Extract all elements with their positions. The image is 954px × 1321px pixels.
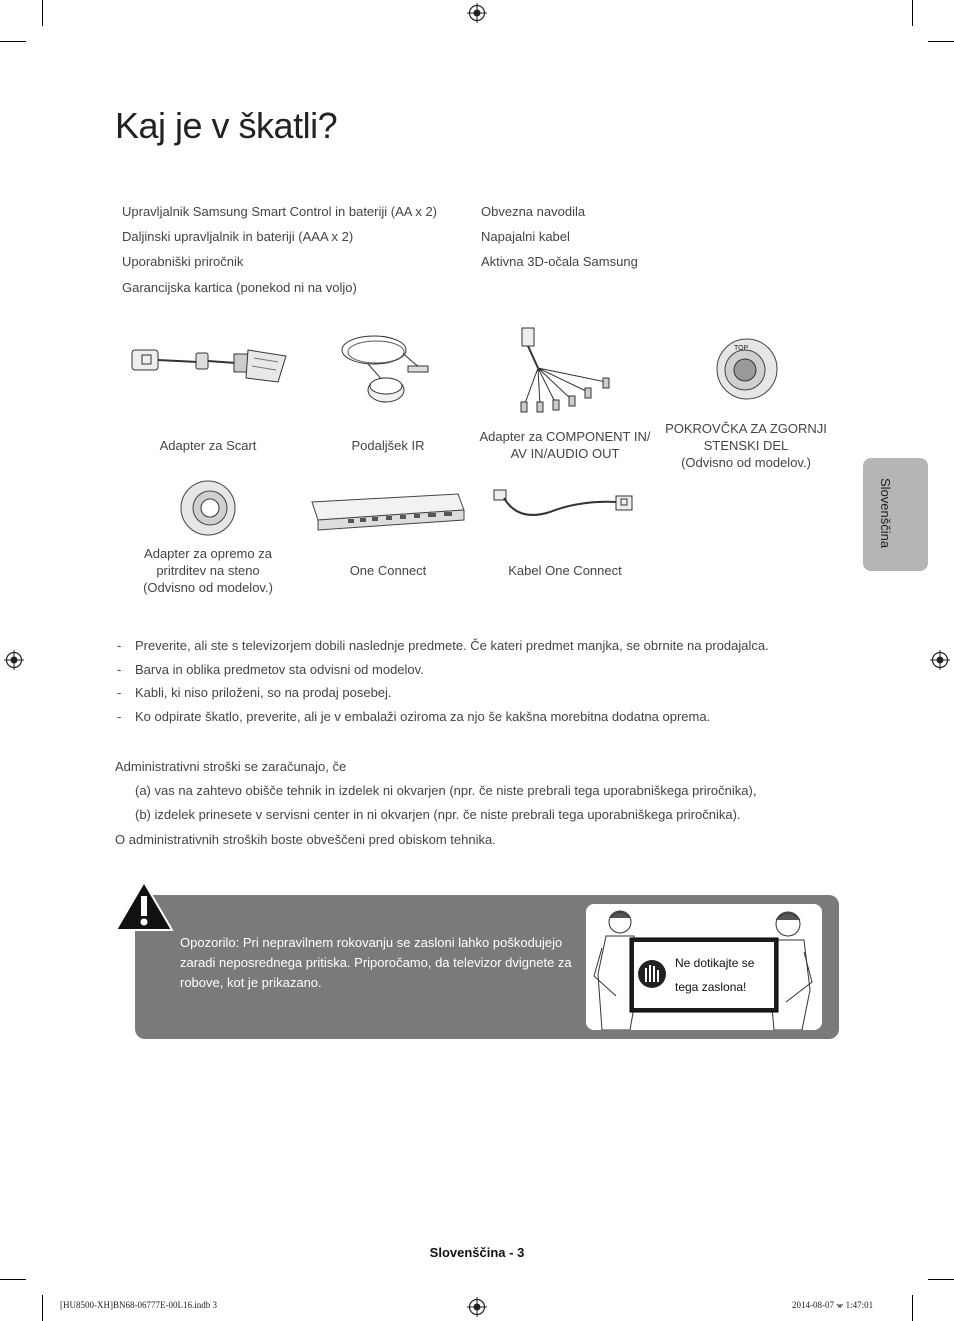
- registration-mark-icon: [930, 650, 950, 670]
- language-tab: [863, 458, 928, 571]
- scart-adapter-icon: [128, 338, 288, 398]
- crop-mark: [912, 1295, 913, 1321]
- warning-triangle-icon: [114, 880, 174, 932]
- admin-intro: Administrativni stroški se zaračunajo, če: [115, 759, 347, 774]
- page-number: Slovenščina - 3: [429, 1245, 525, 1260]
- print-date-info: 2014-08-07 ⩖ 1:47:01: [792, 1300, 874, 1310]
- crop-mark: [928, 1279, 954, 1280]
- tv-handling-illustration: [586, 904, 822, 1030]
- warning-text: Opozorilo: Pri nepravilnem rokovanju se zasloni lahko poškodujejo zaradi neposrednega pritiska. Priporočamo, da televizor dvignete za robove, kot je prikazano.: [180, 935, 572, 990]
- crop-mark: [0, 41, 26, 42]
- note-item: - Barva in oblika predmetov sta odvisni od modelov.: [117, 662, 424, 677]
- print-file-info: [HU8500-XH]BN68-06777E-00L16.indb 3: [60, 1300, 217, 1310]
- crop-mark: [42, 1295, 43, 1321]
- admin-item-b: (b) izdelek prinesete v servisni center in ni okvarjen (npr. če niste prebrali tega uporabniškega priročnika).: [135, 807, 741, 822]
- registration-mark-icon: [4, 650, 24, 670]
- note-item: - Kabli, ki niso priloženi, so na prodaj posebej.: [117, 685, 392, 700]
- contents-item: Napajalni kabel: [481, 229, 570, 244]
- contents-item: Uporabniški priročnik: [122, 254, 244, 269]
- wall-mount-cover-label: POKROVČKA ZA ZGORNJI STENSKI DEL (Odvisno od modelov.): [665, 421, 827, 470]
- contents-item: Aktivna 3D-očala Samsung: [481, 254, 638, 269]
- scart-adapter-label: Adapter za Scart: [159, 438, 257, 453]
- contents-item: Garancijska kartica (ponekod ni na voljo): [122, 280, 357, 295]
- contents-item: Daljinski upravljalnik in bateriji (AAA x 2): [122, 229, 354, 244]
- admin-outro: O administrativnih stroških boste obveščeni pred obiskom tehnika.: [115, 832, 496, 847]
- tv-warning-sign: Ne dotikajte se tega zaslona!: [675, 956, 755, 994]
- component-adapter-icon: [512, 326, 622, 416]
- page-title: Kaj je v škatli?: [115, 105, 338, 146]
- one-connect-cable-label: Kabel One Connect: [508, 563, 622, 578]
- cover-top-label: TOP: [734, 345, 749, 352]
- ir-extender-label: Podaljšek IR: [351, 438, 425, 453]
- one-connect-cable-icon: [490, 486, 640, 522]
- one-connect-label: One Connect: [349, 563, 427, 578]
- note-item: - Ko odpirate škatlo, preverite, ali je v embalaži oziroma za njo še kakšna morebitna dodatna oprema.: [117, 709, 711, 724]
- crop-mark: [928, 41, 954, 42]
- one-connect-box-icon: [308, 490, 468, 534]
- component-adapter-label: Adapter za COMPONENT IN/ AV IN/AUDIO OUT: [479, 429, 651, 461]
- note-item: - Preverite, ali ste s televizorjem dobili naslednje predmete. Če kateri predmet manjka, se obrnite na prodajalca.: [117, 638, 769, 653]
- registration-mark-icon: [467, 1297, 487, 1317]
- wall-mount-cover-icon: [714, 336, 780, 402]
- ir-extender-icon: [338, 330, 438, 405]
- registration-mark-icon: [467, 3, 487, 23]
- wall-mount-adapter-label: Adapter za opremo za pritrditev na steno (Odvisno od modelov.): [143, 546, 273, 595]
- admin-item-a: (a) vas na zahtevo obišče tehnik in izdelek ni okvarjen (npr. če niste prebrali tega uporabniškega priročnika),: [135, 783, 757, 798]
- crop-mark: [42, 0, 43, 26]
- crop-mark: [0, 1279, 26, 1280]
- crop-mark: [912, 0, 913, 26]
- contents-item: Upravljalnik Samsung Smart Control in bateriji (AA x 2): [122, 204, 438, 219]
- wall-mount-adapter-icon: [178, 478, 238, 538]
- language-tab-label: Slovenščina: [878, 478, 893, 549]
- contents-item: Obvezna navodila: [481, 204, 586, 219]
